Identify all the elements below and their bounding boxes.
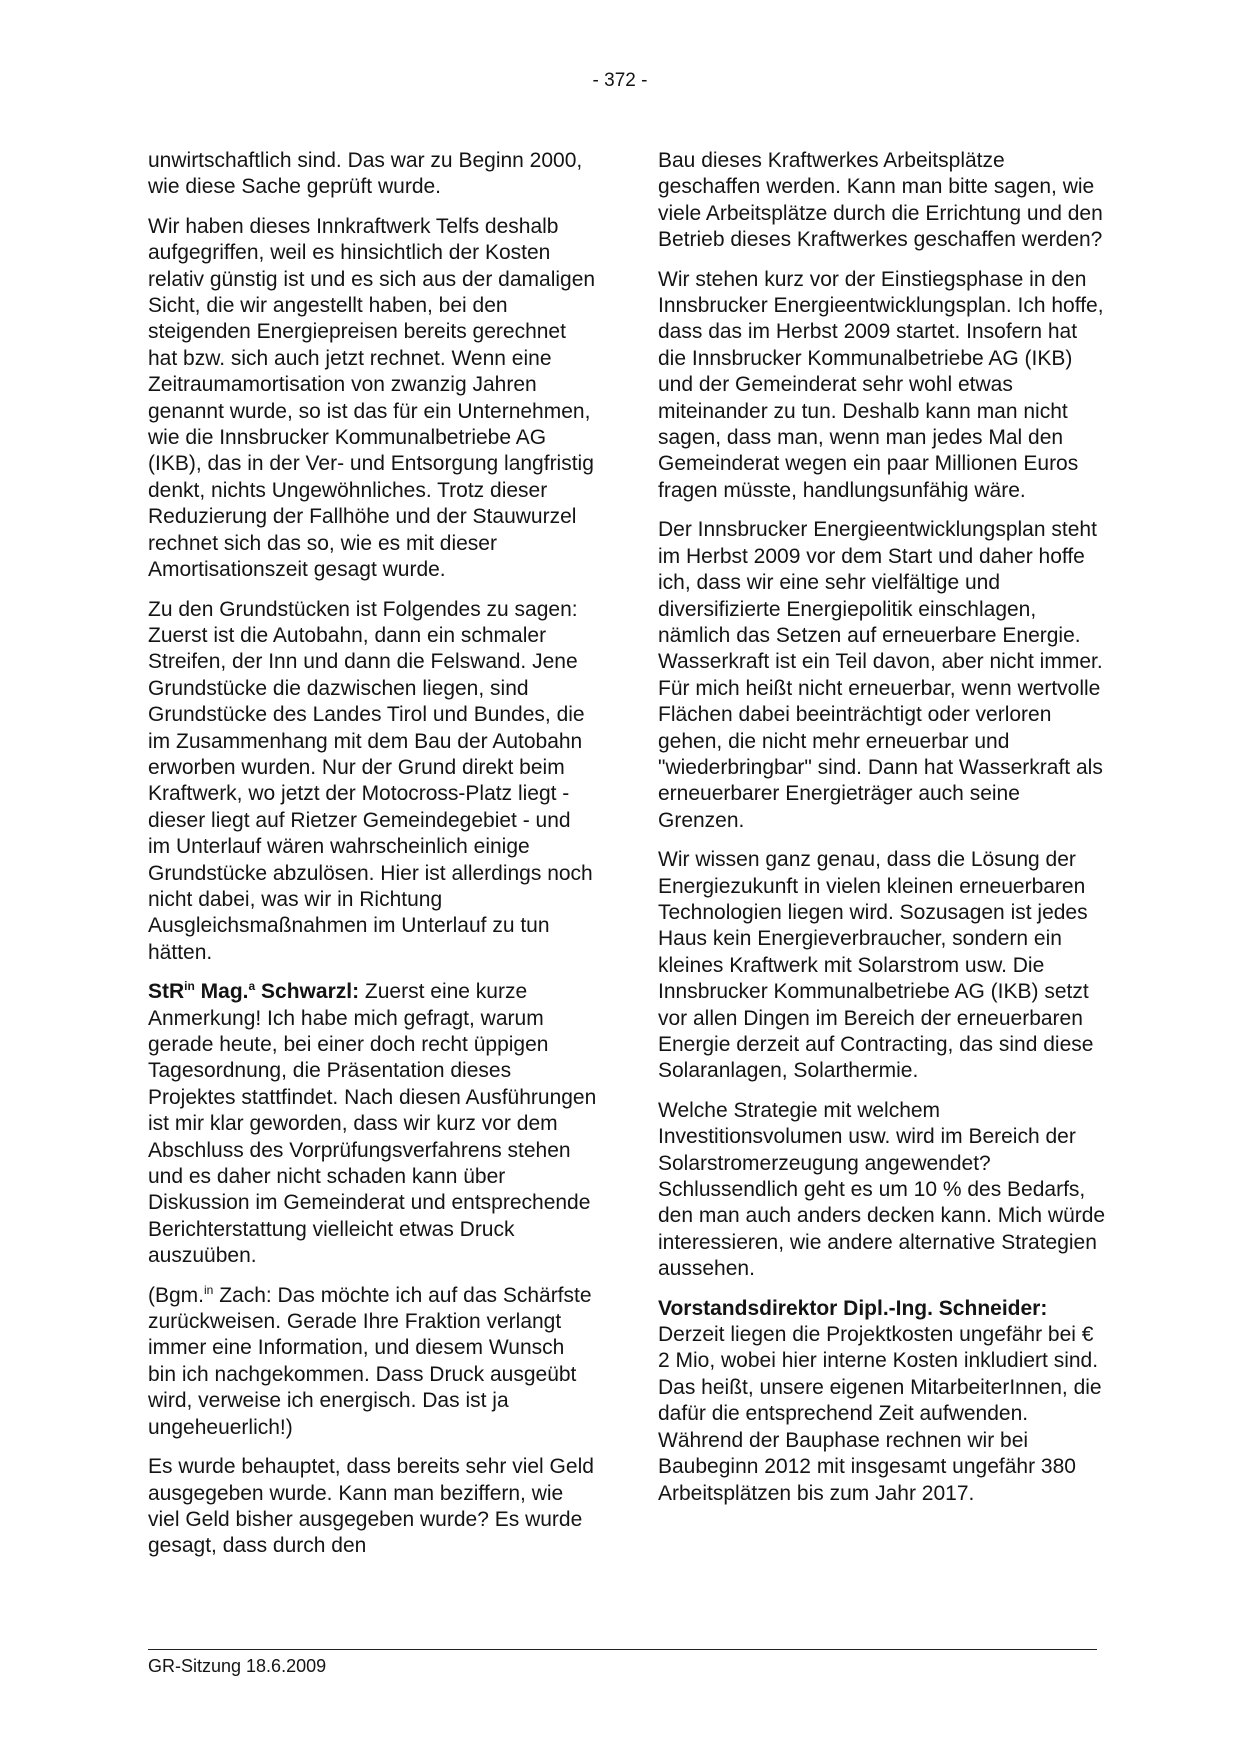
paragraph: Bau dieses Kraftwerkes Arbeitsplätze geschaffen werden. Kann man bitte sagen, wie viele Arbeitsplätze durch die Errichtung und den Betrieb dieses Kraftwerkes geschaffen werden? (658, 149, 1103, 252)
paragraph: Zu den Grundstücken ist Folgendes zu sagen: Zuerst ist die Autobahn, dann ein schmaler Streifen, der Inn und dann die Felswand. Jene Grundstücke die dazwischen liegen, sind Grundstücke des Landes Tirol und Bundes, die im Zusammenhang mit dem Bau der Autobahn erworben wurden. Nur der Grund direkt beim Kraftwerk, wo jetzt der Motocross-Platz liegt - dieser liegt auf Rietzer Gemeindegebiet - und im Unterlauf wären wahrscheinlich einige Grundstücke abzulösen. Hier ist allerdings noch nicht dabei, was wir in Richtung Ausgleichsmaßnahmen im Unterlauf zu tun hätten. (148, 597, 593, 964)
paragraph: Es wurde behauptet, dass bereits sehr viel Geld ausgegeben wurde. Kann man beziffern, wie viel Geld bisher ausgegeben wurde? Es wurde gesagt, dass durch den (148, 1455, 594, 1558)
speech-paragraph (658, 1296, 1108, 1507)
paragraph: Der Innsbrucker Energieentwicklungsplan steht im Herbst 2009 vor dem Start und daher hoffe ich, dass wir eine sehr vielfältige und diversifizierte Energiepolitik einschlagen, nämlich das Setzen auf erneuerbare Energie. Wasserkraft ist ein Teil davon, aber nicht immer. Für mich heißt nicht erneuerbar, wenn wertvolle Flächen dabei beeinträchtigt oder verloren gehen, die nicht mehr erneuerbar und "wiederbringbar" sind. Dann hat Wasserkraft als erneuerbarer Energieträger auch seine Grenzen. (658, 518, 1103, 832)
footer-divider (148, 1649, 1097, 1650)
page-number: - 372 - (592, 70, 648, 91)
speech-text: Zuerst eine kurze Anmerkung! Ich habe mich gefragt, warum gerade heute, bei einer doch recht üppigen Tagesordnung, die Präsentation dieses Projektes stattfindet. Nach diesen Ausführungen ist mir klar geworden, dass wir kurz vor dem Abschluss des Vorprüfungsverfahrens stehen und es daher nicht schaden kann über Diskussion im Gemeinderat und entsprechende Berichterstattung vielleicht etwas Druck auszuüben. (148, 980, 597, 1268)
paragraph: Welche Strategie mit welchem Investitionsvolumen usw. wird im Bereich der Solarstromerzeugung angewendet? Schlussendlich geht es um 10 % des Bedarfs, den man auch anders decken kann. Mich würde interessieren, wie andere alternative Strategien aussehen. (658, 1098, 1106, 1281)
paragraph: Wir stehen kurz vor der Einstiegsphase in den Innsbrucker Energieentwicklungsplan. Ich hoffe, dass das im Herbst 2009 startet. Insofern hat die Innsbrucker Kommunalbetriebe AG (IKB) und der Gemeinderat sehr wohl etwas miteinander zu tun. Deshalb kann man nicht sagen, dass man, wenn man jedes Mal den Gemeinderat wegen ein paar Millionen Euros fragen müsste, handlungsunfähig wäre. (658, 267, 1104, 502)
footer-session-date: GR-Sitzung 18.6.2009 (148, 1656, 327, 1676)
paragraph: Wir haben dieses Innkraftwerk Telfs deshalb aufgegriffen, weil es hinsichtlich der Kosten relativ günstig ist und es sich aus der damaligen Sicht, die wir angestellt haben, bei den steigenden Energiepreisen bereits gerechnet hat bzw. sich auch jetzt rechnet. Wenn eine Zeitraumamortisation von zwanzig Jahren genannt wurde, so ist das für ein Unternehmen, wie die Innsbrucker Kommunalbetriebe AG (IKB), das in der Ver- und Entsorgung langfristig denkt, nichts Ungewöhnliches. Trotz dieser Reduzierung der Fallhöhe und der Stauwurzel rechnet sich das so, wie es mit dieser Amortisationszeit gesagt wurde. (148, 214, 596, 582)
speaker-name: Vorstandsdirektor Dipl.-Ing. Schneider: (658, 1296, 1048, 1320)
speech-text: Derzeit liegen die Projektkosten ungefähr bei € 2 Mio, wobei hier interne Kosten inkludiert sind. Das heißt, unsere eigenen MitarbeiterInnen, die dafür die entsprechend Zeit aufwenden. Während der Bauphase rechnen wir bei Baubeginn 2012 mit insgesamt ungefähr 380 Arbeitsplätzen bis zum Jahr 2017. (658, 1323, 1102, 1505)
paragraph: unwirtschaftlich sind. Das war zu Beginn 2000, wie diese Sache geprüft wurde. (148, 149, 583, 199)
interjection-paragraph: (Bgm.$^{in}$ Zach: Das möchte ich auf das Schärfste zurückweisen. Gerade Ihre Fraktion verlangt immer eine Information, und diesem Wunsch bin ich nachgekommen. Dass Druck ausgeübt wird, verweise ich energisch. Das ist ja ungeheuerlich!) (148, 1282, 592, 1439)
paragraph: Wir wissen ganz genau, dass die Lösung der Energiezukunft in vielen kleinen erneuerbaren Technologien liegen wird. Sozusagen ist jedes Haus kein Energieverbraucher, sondern ein kleines Kraftwerk mit Solarstrom usw. Die Innsbrucker Kommunalbetriebe AG (IKB) setzt vor allen Dingen im Bereich der erneuerbaren Energie derzeit auf Contracting, das sind diese Solaranlagen, Solarthermie. (658, 848, 1094, 1083)
speech-paragraph (148, 979, 598, 1269)
right-column (658, 148, 1108, 1520)
left-column (148, 148, 598, 1573)
speaker-name: StR$^{in}$ Mag.$^a$ Schwarzl: (148, 979, 360, 1004)
